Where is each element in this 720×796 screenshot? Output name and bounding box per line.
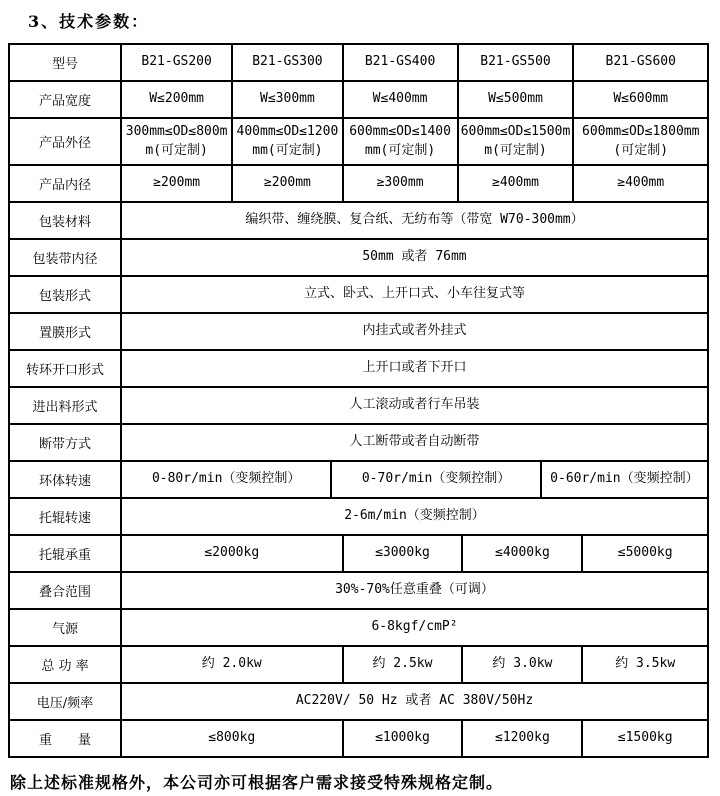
table-row xyxy=(10,388,707,425)
table-row xyxy=(10,351,707,388)
row-value-cell: 约 3.0kw xyxy=(463,647,583,682)
row-label: 转环开口形式 xyxy=(10,351,122,386)
row-value-cell: 人工滚动或者行车吊装 xyxy=(349,397,480,413)
row-label: 产品内径 xyxy=(10,166,122,201)
table-row xyxy=(10,166,707,203)
table-row xyxy=(10,314,707,351)
row-value-cell: 立式、卧式、上开口式、小车往复式等 xyxy=(303,286,525,302)
row-value-cell: ≤1500kg xyxy=(617,730,673,746)
row-value-cell: 600mm≤OD≤1400mm(可定制) xyxy=(344,119,459,164)
row-value-cell: 人工断带或者自动断带 xyxy=(349,434,480,450)
table-row xyxy=(10,647,707,684)
row-label: 托辊转速 xyxy=(10,499,122,534)
row-value-cell: 约 2.5kw xyxy=(344,647,464,682)
row-value-cell: ≤3000kg xyxy=(344,536,464,571)
row-value-cell: ≤5000kg xyxy=(617,545,673,561)
row-value-cell: 400mm≤OD≤1200mm(可定制) xyxy=(233,119,343,164)
row-value-cell: ≥200mm xyxy=(122,166,233,201)
row-label: 进出料形式 xyxy=(10,388,122,423)
row-value-cell: 300mm≤OD≤800mm(可定制) xyxy=(122,119,233,164)
table-row xyxy=(10,82,707,119)
table-row xyxy=(10,425,707,462)
row-label: 包装形式 xyxy=(10,277,122,312)
row-label: 气源 xyxy=(10,610,122,645)
row-value-cell: 0-80r/min（变频控制） xyxy=(122,462,332,497)
row-value-cell: 编织带、缠绕膜、复合纸、无纺布等（带宽 W70-300mm） xyxy=(245,212,584,228)
row-value-cell: 600mm≤OD≤1500mm(可定制) xyxy=(459,119,575,164)
row-value-cell: ≤1200kg xyxy=(463,721,583,756)
table-row xyxy=(10,203,707,240)
table-row xyxy=(10,721,707,756)
table-row xyxy=(10,240,707,277)
row-value-cell: 约 3.5kw xyxy=(615,656,676,672)
row-label: 型号 xyxy=(10,45,122,80)
row-value-cell: 上开口或者下开口 xyxy=(362,360,467,376)
row-label: 总 功 率 xyxy=(10,647,122,682)
row-value-cell: 30%-70%任意重叠（可调） xyxy=(335,582,494,598)
row-value-cell: 6-8kgf/cmP² xyxy=(371,619,458,635)
row-label: 包装带内径 xyxy=(10,240,122,275)
row-label: 置膜形式 xyxy=(10,314,122,349)
row-value-cell: B21-GS200 xyxy=(122,45,233,80)
table-row xyxy=(10,462,707,499)
row-value-cell: 内挂式或者外挂式 xyxy=(362,323,467,339)
row-value-cell: ≥200mm xyxy=(233,166,343,201)
row-value-cell: B21-GS400 xyxy=(344,45,459,80)
row-label: 叠合范围 xyxy=(10,573,122,608)
row-label: 电压/频率 xyxy=(10,684,122,719)
row-label: 产品外径 xyxy=(10,119,122,164)
row-value-cell: ≤2000kg xyxy=(122,536,344,571)
row-value-cell: 50mm 或者 76mm xyxy=(362,249,467,265)
row-label: 重 量 xyxy=(10,721,122,756)
row-label: 环体转速 xyxy=(10,462,122,497)
row-value-cell: W≤300mm xyxy=(233,82,343,117)
row-value-cell: ≤4000kg xyxy=(463,536,583,571)
section-title: 3、技术参数： xyxy=(28,12,150,31)
table-row xyxy=(10,610,707,647)
table-row xyxy=(10,684,707,721)
row-label: 包装材料 xyxy=(10,203,122,238)
row-value-cell: W≤600mm xyxy=(613,91,669,107)
row-value-cell: ≤800kg xyxy=(122,721,344,756)
row-value-cell: W≤400mm xyxy=(344,82,459,117)
table-row xyxy=(10,277,707,314)
spec-table xyxy=(8,43,709,758)
row-value-cell: B21-GS300 xyxy=(233,45,343,80)
table-row xyxy=(10,573,707,610)
row-value-cell: B21-GS600 xyxy=(605,54,676,70)
row-value-cell: W≤200mm xyxy=(122,82,233,117)
row-value-cell: 0-70r/min（变频控制） xyxy=(332,462,541,497)
table-row xyxy=(10,45,707,82)
row-label: 托辊承重 xyxy=(10,536,122,571)
row-value-cell: 600mm≤OD≤1800mm(可定制) xyxy=(582,123,700,158)
row-value-cell: 约 2.0kw xyxy=(122,647,344,682)
row-value-cell: ≥400mm xyxy=(617,175,665,191)
table-row xyxy=(10,536,707,573)
row-value-cell: ≤1000kg xyxy=(344,721,464,756)
table-row xyxy=(10,499,707,536)
row-label: 产品宽度 xyxy=(10,82,122,117)
row-value-cell: W≤500mm xyxy=(459,82,575,117)
row-label: 断带方式 xyxy=(10,425,122,460)
row-value-cell: 2-6m/min（变频控制） xyxy=(344,508,485,524)
footer-note: 除上述标准规格外，本公司亦可根据客户需求接受特殊规格定制。 xyxy=(10,773,504,792)
row-value-cell: AC220V/ 50 Hz 或者 AC 380V/50Hz xyxy=(295,693,534,709)
row-value-cell: B21-GS500 xyxy=(459,45,575,80)
row-value-cell: ≥300mm xyxy=(344,166,459,201)
row-value-cell: ≥400mm xyxy=(459,166,575,201)
table-row xyxy=(10,119,707,166)
row-value-cell: 0-60r/min（变频控制） xyxy=(550,471,699,487)
